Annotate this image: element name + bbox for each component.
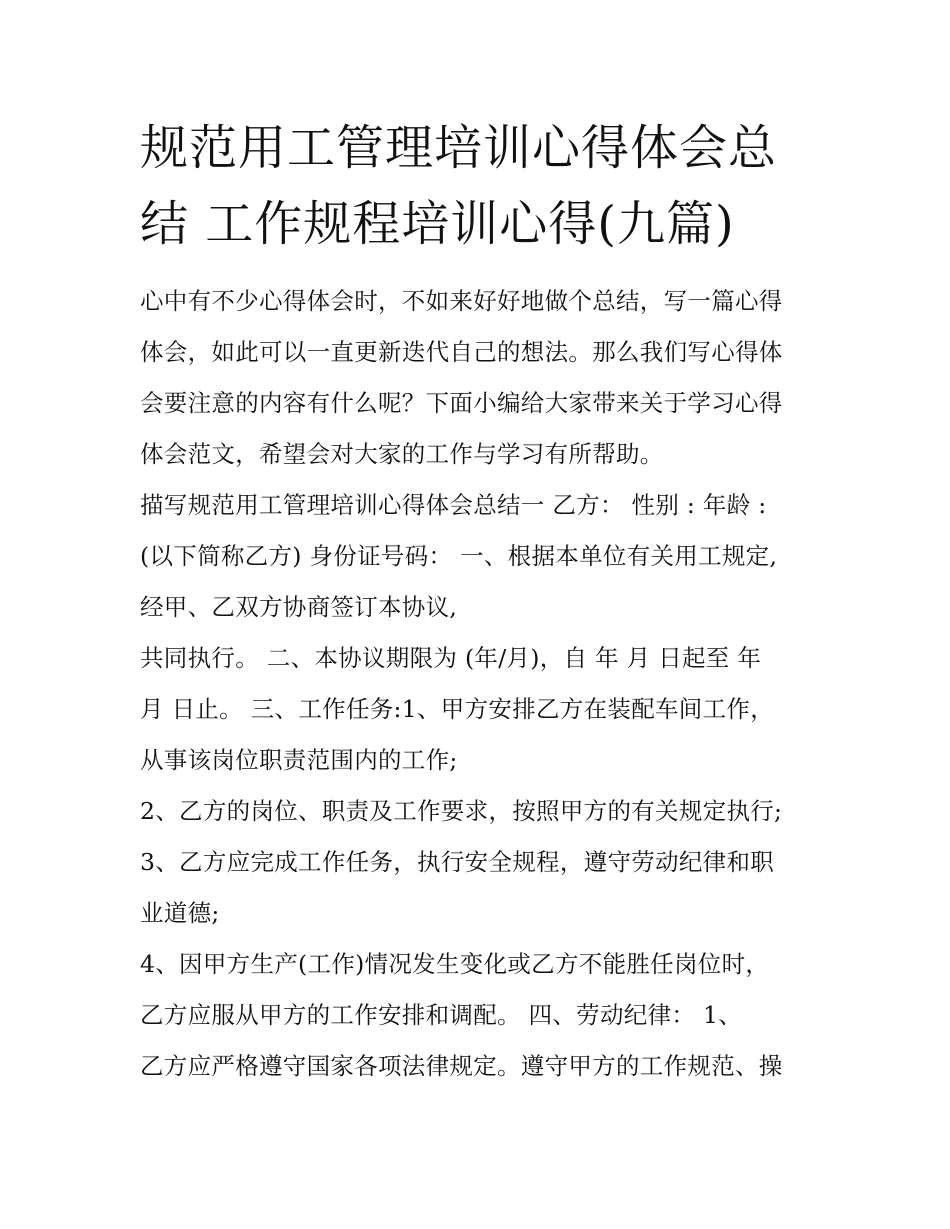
body-line: 体会，如此可以一直更新迭代自己的想法。那么我们写心得体 bbox=[140, 338, 783, 366]
document-title bbox=[140, 110, 820, 262]
body-line: 描写规范用工管理培训心得体会总结一 乙方： 性别 : 年龄 : bbox=[140, 491, 767, 519]
body-line: 2、乙方的岗位、职责及工作要求，按照甲方的有关规定执行; bbox=[140, 797, 783, 825]
body-line: 乙方应严格遵守国家各项法律规定。遵守甲方的工作规范、操 bbox=[140, 1052, 783, 1080]
body-line: 心中有不少心得体会时，不如来好好地做个总结，写一篇心得 bbox=[140, 287, 783, 315]
body-line: (以下简称乙方) 身份证号码： 一、根据本单位有关用工规定, bbox=[140, 542, 778, 570]
body-line: 共同执行。 二、本协议期限为 (年/月)，自 年 月 日起至 年 bbox=[140, 644, 762, 672]
body-line: 业道德; bbox=[140, 899, 220, 927]
document-body bbox=[140, 276, 820, 1092]
title-line: 规范用工管理培训心得体会总 bbox=[140, 120, 778, 176]
body-line: 乙方应服从甲方的工作安排和调配。 四、劳动纪律： 1、 bbox=[140, 1001, 742, 1029]
body-line: 4、因甲方生产(工作)情况发生变化或乙方不能胜任岗位时， bbox=[140, 950, 770, 978]
body-line: 3、乙方应完成工作任务，执行安全规程，遵守劳动纪律和职 bbox=[140, 848, 775, 876]
body-line: 体会范文，希望会对大家的工作与学习有所帮助。 bbox=[140, 440, 664, 468]
body-line: 经甲、乙双方协商签订本协议, bbox=[140, 593, 458, 621]
body-line: 从事该岗位职责范围内的工作; bbox=[140, 746, 458, 774]
body-line: 月 日止。 三、工作任务:1、甲方安排乙方在装配车间工作， bbox=[140, 695, 775, 723]
body-line: 会要注意的内容有什么呢？下面小编给大家带来关于学习心得 bbox=[140, 389, 783, 417]
title-line: 结 工作规程培训心得(九篇) bbox=[140, 196, 735, 252]
